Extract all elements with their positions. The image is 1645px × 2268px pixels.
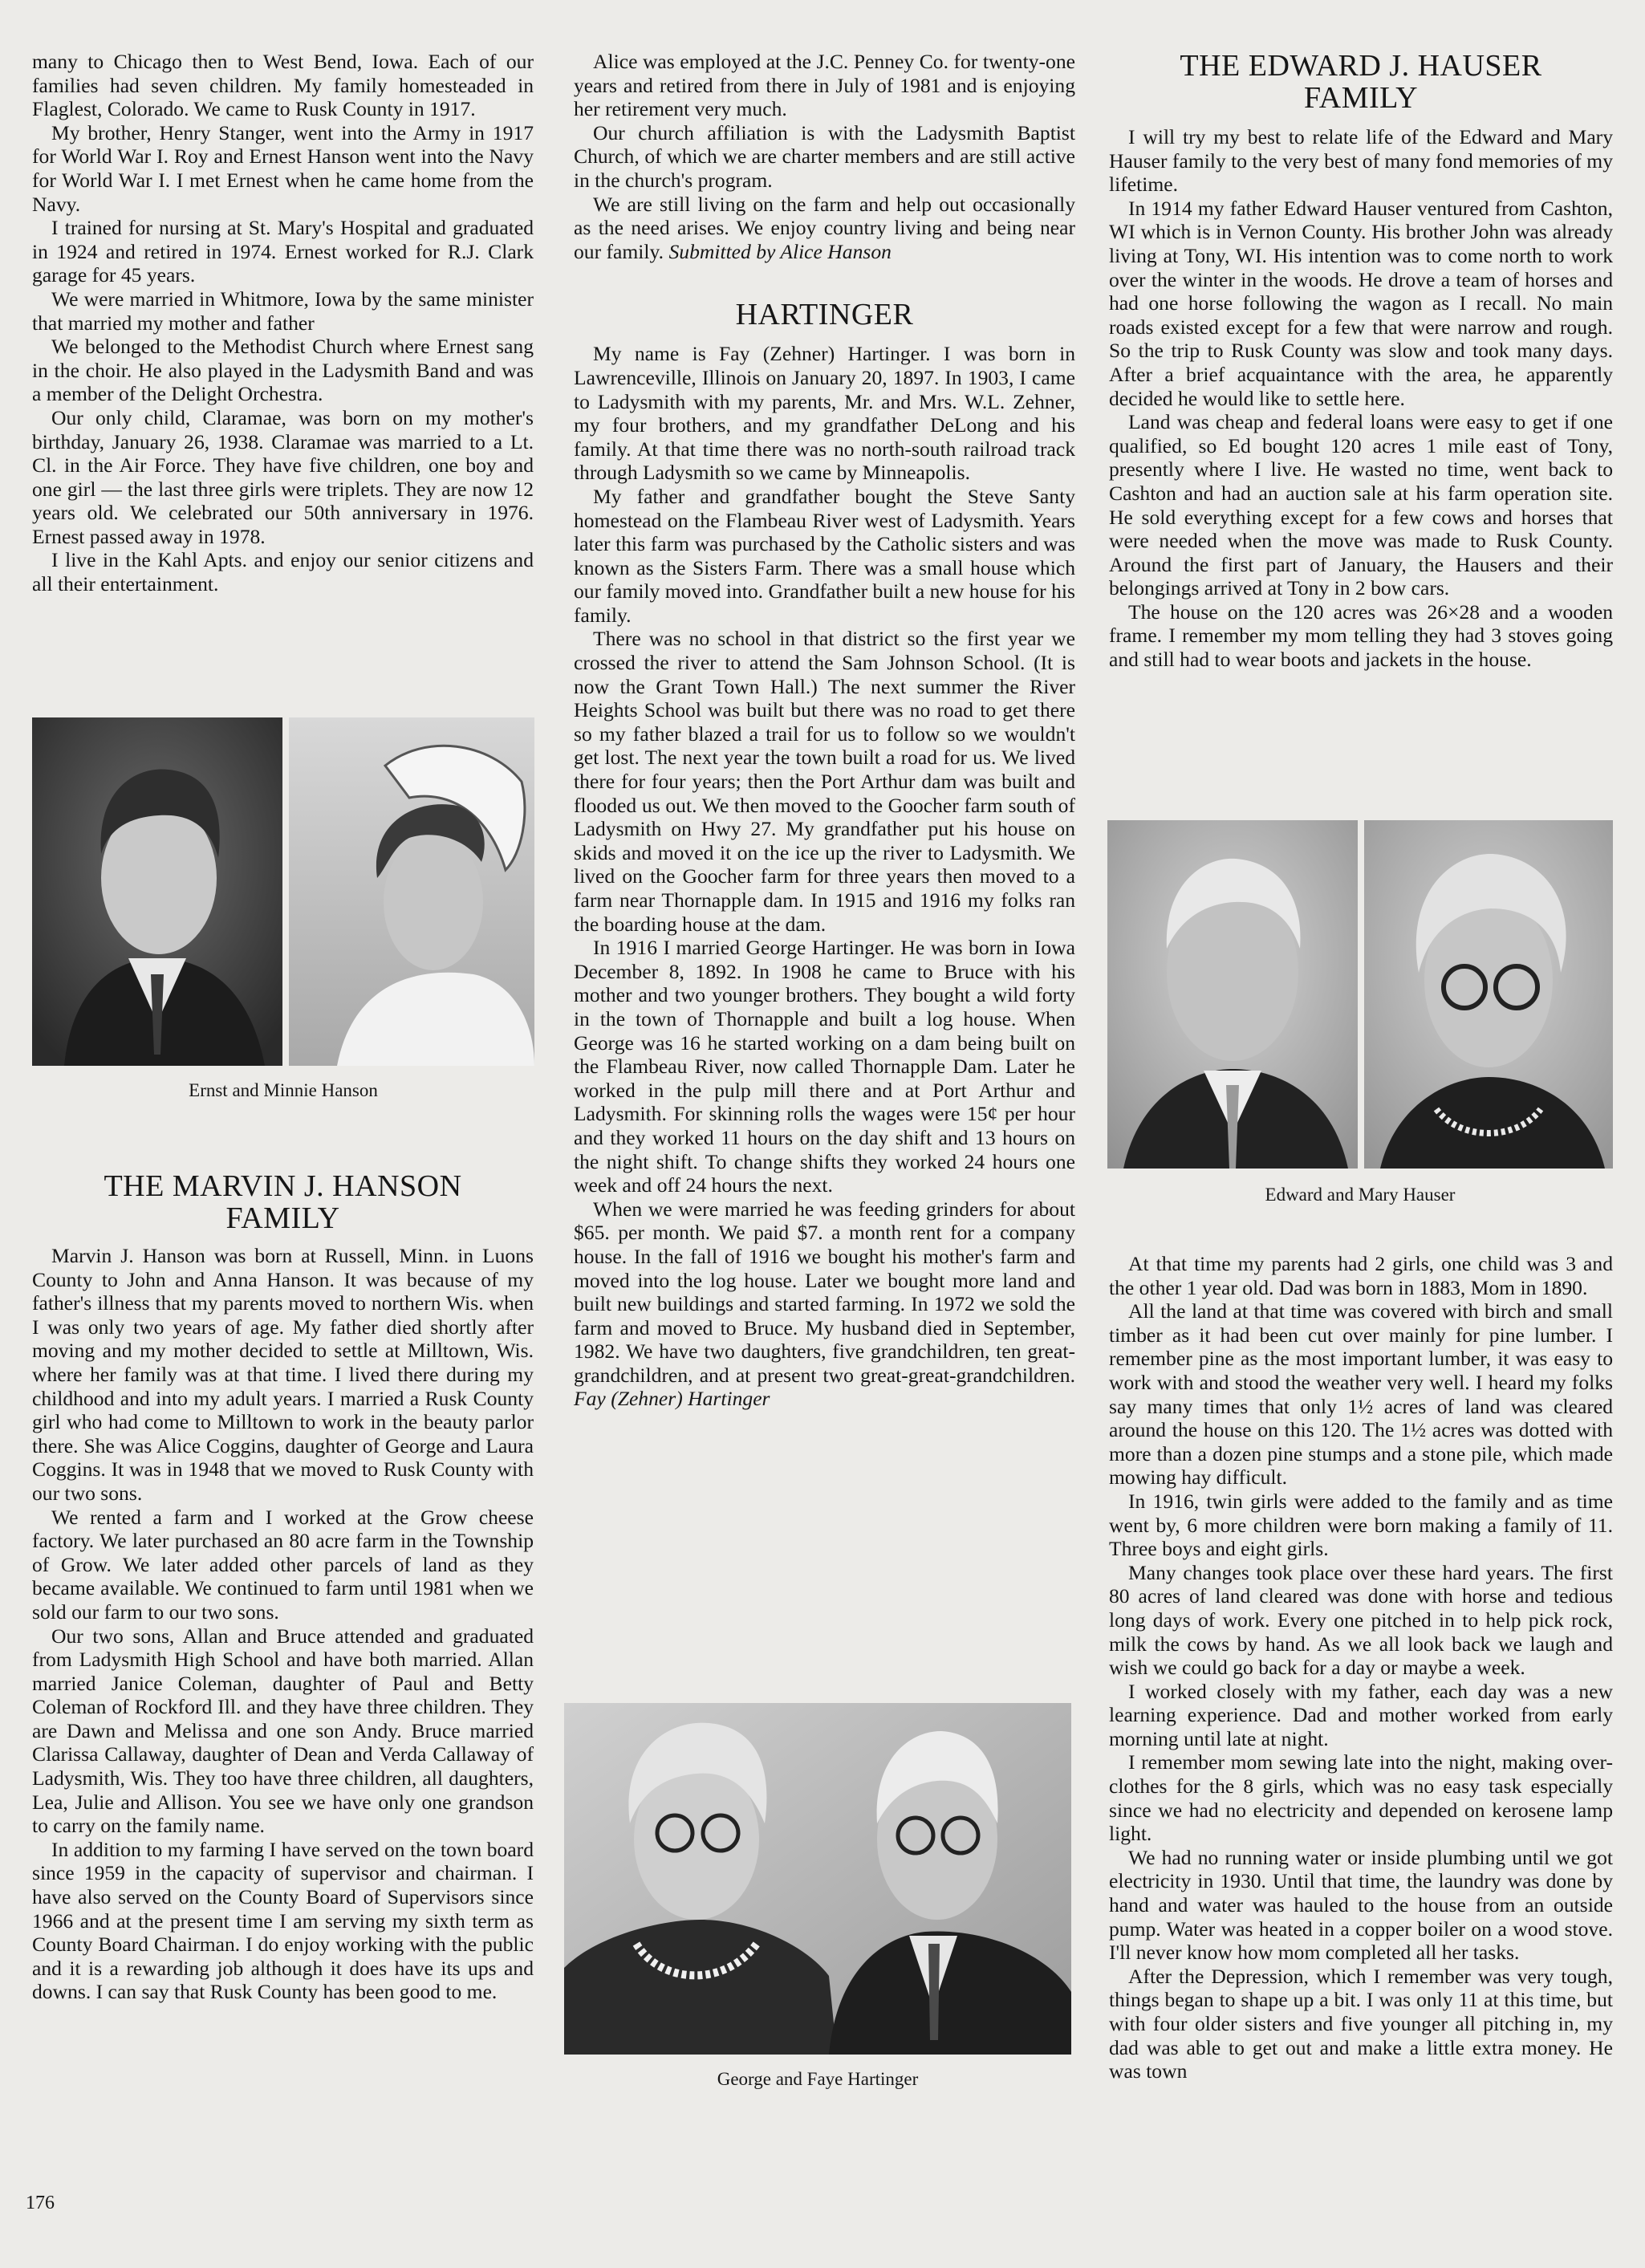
paragraph: I remember mom sewing late into the night, making over-clothes for the 8 girls, which was no easy task especially since we had no electricity and depended on kerosene lamp light. bbox=[1109, 1750, 1613, 1846]
paragraph: All the land at that time was covered with birch and small timber as it had been cut over mainly for pine lumber. I remember pine as the most important lumber, it was easy to work with and stood the weather very well. I heard my folks say many times that only 1½ acres of land was cleared around the house on this 120. The 1½ acres was dotted with more than a dozen pine stumps and a stone pile, which made mowing hay difficult. bbox=[1109, 1299, 1613, 1490]
paragraph: We were married in Whitmore, Iowa by the same minister that married my mother and father bbox=[32, 287, 534, 335]
paragraph: Land was cheap and federal loans were easy to get if one qualified, so Ed bought 120 acres 1 mile east of Tony, presently where I live. He wasted no time, went back to Cashton and had an auction sale at his farm operation site. He sold everything except for a few cows and horses that were needed when the move was made to Rusk County. Around the first part of January, the Hausers and their belongings arrived at Tony in 2 bow cars. bbox=[1109, 410, 1613, 600]
photo-caption: Ernst and Minnie Hanson bbox=[189, 1080, 378, 1100]
paragraph: Alice was employed at the J.C. Penney Co. for twenty-one years and retired from there in July of 1981 and is enjoying her retirement very much. bbox=[574, 50, 1075, 121]
paragraph: There was no school in that district so the first year we crossed the river to attend the Sam Johnson School. (It is now the Grant Town Hall.) The next summer the River Heights School was built but there was no road to get there so my father blazed a trail for us to follow so we wouldn't get lost. The next year the town built a road for us. We lived there for four years; then the Port Arthur dam was built and flooded us out. We then moved to the Goocher farm south of Ladysmith on Hwy 27. My grandfather put his house on skids and moved it on the ice up the river to Ladysmith. We lived on the Goocher farm for three years then moved to a farm near Thornapple dam. In 1915 and 1916 my folks ran the boarding house at the dam. bbox=[574, 627, 1075, 936]
paragraph: At that time my parents had 2 girls, one child was 3 and the other 1 year old. Dad was born in 1883, Mom in 1890. bbox=[1109, 1252, 1613, 1299]
page-number: 176 bbox=[26, 2193, 55, 2213]
paragraph: After the Depression, which I remember was very tough, things began to shape up a bit. I was only 11 at this time, but with four older sisters and five younger all pitching in, my dad was able to get out and make a little extra money. He was town bbox=[1109, 1964, 1613, 2083]
signature: Fay (Zehner) Hartinger bbox=[574, 1387, 770, 1411]
signature: Submitted by Alice Hanson bbox=[668, 239, 892, 263]
paragraph: In 1914 my father Edward Hauser ventured from Cashton, WI which is in Vernon County. His brother John was already living at Tony, WI. His intention was to come north to work over the winter in the woods. He drove a team of horses and had one horse following the wagon as I recall. No main roads existed except for a few that were narrow and rough. So the trip to Rusk County was slow and took many days. After a brief acquaintance with the area, he apparently decided he would like to settle here. bbox=[1109, 196, 1613, 410]
paragraph: Our two sons, Allan and Bruce attended and graduated from Ladysmith High School and have both married. Allan married Janice Coleman, daughter of Paul and Betty Coleman of Rockford Ill. and they have three children. They are Dawn and Melissa and one son Andy. Bruce married Clarissa Callaway, daughter of Dean and Verda Callaway of Ladysmith, Wis. They too have three children, all daughters, Lea, Julie and Allison. You see we have only one grandson to carry on the family name. bbox=[32, 1624, 534, 1838]
paragraph: Our church affiliation is with the Ladysmith Baptist Church, of which we are charter members and are still active in the church's program. bbox=[574, 120, 1075, 192]
paragraph-text: When we were married he was feeding grinders for about $65. per month. We paid $7. a month rent for a company house. In the fall of 1916 we bought his mother's farm and moved into the log house. Later we bought more land and built new buildings and started farming. In 1972 we sold the farm and moved to Bruce. My husband died in September, 1982. We have two daughters, five grandchildren, ten great-grandchildren, and at present two great-great-grandchildren. bbox=[574, 1197, 1075, 1387]
paragraph: My brother, Henry Stanger, went into the Army in 1917 for World War I. Roy and Ernest Hanson went into the Navy for World War I. I met Ernest when he came home from the Navy. bbox=[32, 120, 534, 216]
paragraph: My name is Fay (Zehner) Hartinger. I was born in Lawrenceville, Illinois on January 20, 1897. In 1903, I came to Ladysmith with my parents, Mr. and Mrs. W.L. Zehner, my four brothers, and my grandfather DeLong and his family. At that time there was no north-south railroad track through Ladysmith so we came by Minneapolis. bbox=[574, 342, 1075, 485]
paragraph: I will try my best to relate life of the Edward and Mary Hauser family to the very best of many fond memories of my lifetime. bbox=[1109, 125, 1613, 197]
paragraph: I trained for nursing at St. Mary's Hospital and graduated in 1924 and retired in 1974. Ernest worked for R.J. Clark garage for 45 years. bbox=[32, 216, 534, 287]
paragraph: The house on the 120 acres was 26×28 and a wooden frame. I remember my mom telling they had 3 stoves going and still had to wear boots and jackets in the house. bbox=[1109, 600, 1613, 672]
column-1-marvin bbox=[32, 1170, 534, 2004]
photo-caption: George and Faye Hartinger bbox=[717, 2069, 919, 2089]
paragraph: We had no running water or inside plumbing until we got electricity in 1930. Until that time, the laundry was done by hand and water was hauled to the house from an outside pump. Water was heated in a copper boiler on a wood stove. I'll never know how mom completed all her tasks. bbox=[1109, 1845, 1613, 1965]
paragraph: Our only child, Claramae, was born on my mother's birthday, January 26, 1938. Claramae was married to a Lt. Cl. in the Air Force. They have five children, one boy and one girl — the last three girls were triplets. They are now 12 years old. We celebrated our 50th anniversary in 1976. Ernest passed away in 1978. bbox=[32, 405, 534, 548]
paragraph: I worked closely with my father, each day was a new learning experience. Dad and mother worked from early morning until late at night. bbox=[1109, 1679, 1613, 1750]
photo-mary-hauser bbox=[1364, 820, 1613, 1169]
paragraph-text: We are still living on the farm and help out occasionally as the need arises. We enjoy country living and being near our family. bbox=[574, 192, 1075, 263]
paragraph bbox=[574, 193, 1075, 264]
photo-ernst-hanson bbox=[32, 717, 282, 1066]
photo-edward-hauser bbox=[1107, 820, 1358, 1169]
photo-george-faye-hartinger bbox=[564, 1703, 1071, 2055]
paragraph: In addition to my farming I have served on the town board since 1959 in the capacity of supervisor and chairman. I have also served on the County Board of Supervisors since 1966 and at the present time I am serving my sixth term as County Board Chairman. I do enjoy working with the public and it is a rewarding job although it does have its ups and downs. I can say that Rusk County has been good to me. bbox=[32, 1837, 534, 2004]
photo-caption: Edward and Mary Hauser bbox=[1265, 1185, 1456, 1205]
section-title: THE MARVIN J. HANSON FAMILY bbox=[104, 1169, 462, 1235]
paragraph: I live in the Kahl Apts. and enjoy our senior citizens and all their entertainment. bbox=[32, 548, 534, 596]
paragraph: My father and grandfather bought the Steve Santy homestead on the Flambeau River west of Ladysmith. Years later this farm was purchased by the Catholic sisters and was known as the Sisters Farm. There was a small house which our family moved into. Grandfather built a new house for his family. bbox=[574, 484, 1075, 627]
paragraph: We belonged to the Methodist Church where Ernest sang in the choir. He also played in the Ladysmith Band and was a member of the Delight Orchestra. bbox=[32, 335, 534, 406]
paragraph: We rented a farm and I worked at the Grow cheese factory. We later purchased an 80 acre farm in the Township of Grow. We later added other parcels of land as they became available. We continued to farm until 1981 when we sold our farm to our two sons. bbox=[32, 1505, 534, 1624]
paragraph: In 1916, twin girls were added to the family and as time went by, 6 more children were born making a family of 11. Three boys and eight girls. bbox=[1109, 1489, 1613, 1561]
column-3-continued bbox=[1109, 1252, 1613, 2083]
column-2 bbox=[574, 50, 1075, 1411]
section-title: HARTINGER bbox=[735, 298, 914, 332]
paragraph: Marvin J. Hanson was born at Russell, Minn. in Luons County to John and Anna Hanson. It was because of my father's illness that my parents moved to northern Wis. when I was only two years of age. My father died shortly after moving and my mother decided to settle at Milltown, Wis. where her family was at that time. I lived there during my childhood and into my adult years. I married a Rusk County girl who had come to Milltown to work in the beauty parlor there. She was Alice Coggins, daughter of George and Laura Coggins. It was in 1948 that we moved to Rusk County with our two sons. bbox=[32, 1244, 534, 1505]
paragraph: Many changes took place over these hard years. The first 80 acres of land cleared was done with horse and tedious long days of work. Every one pitched in to help pick rock, milk the cows by hand. As we all look back we laugh and wish we could go back for a day or maybe a week. bbox=[1109, 1560, 1613, 1680]
column-1 bbox=[32, 50, 534, 596]
paragraph: In 1916 I married George Hartinger. He was born in Iowa December 8, 1892. In 1908 he came to Bruce with his mother and two younger brothers. They bought a wild forty in the town of Thornapple and built a log house. When George was 16 he started working on a dam being built on the Flambeau River, now called Thornapple Dam. Later he worked in the pulp mill there and at Port Arthur and Ladysmith. For skinning rolls the wages were 15¢ per hour and they worked 11 hours on the day shift and 13 hours on the night shift. To change shifts they worked 24 hours one week and off 24 hours the next. bbox=[574, 936, 1075, 1197]
section-title: THE EDWARD J. HAUSER FAMILY bbox=[1180, 49, 1542, 115]
photo-minnie-hanson bbox=[289, 717, 534, 1066]
paragraph: many to Chicago then to West Bend, Iowa. Each of our families had seven children. My family homesteaded in Flaglest, Colorado. We came to Rusk County in 1917. bbox=[32, 50, 534, 121]
paragraph bbox=[574, 1197, 1075, 1411]
column-3 bbox=[1109, 50, 1613, 672]
